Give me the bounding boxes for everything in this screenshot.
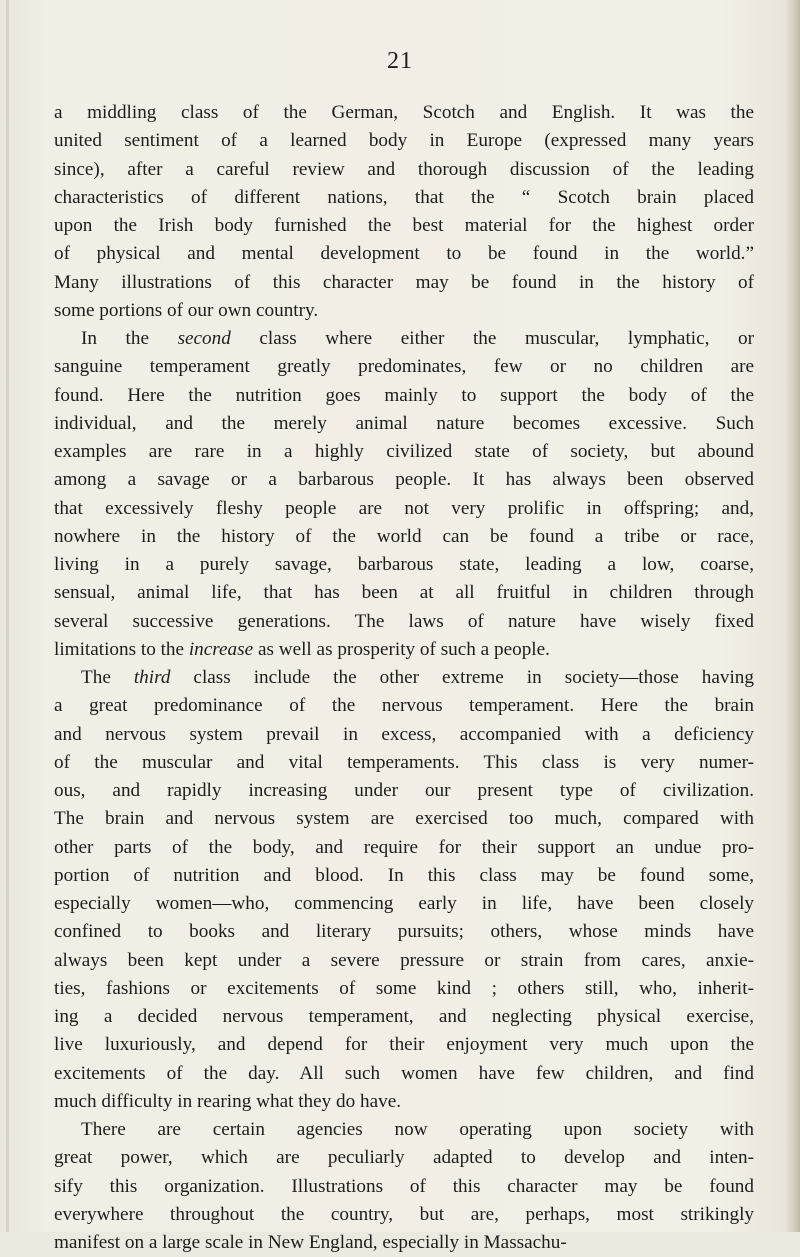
text-line: several successive generations. The laws of nature have wisely fixed <box>54 610 754 632</box>
text-line: confined to books and literary pursuits; others, whose minds have <box>54 921 754 943</box>
text-line: The brain and nervous system are exercised too much, compared with <box>54 808 754 830</box>
text-line: of physical and mental development to be found in the world.” <box>54 243 754 265</box>
text-line: manifest on a large scale in New England, especially in Massachu- <box>54 1232 567 1253</box>
text-line: live luxuriously, and depend for their enjoyment very much upon the <box>54 1034 754 1056</box>
paragraph <box>54 325 754 664</box>
text-line: a middling class of the German, Scotch and English. It was the <box>54 102 754 123</box>
text-line: sanguine temperament greatly predominates, few or no children are <box>54 356 754 378</box>
text-line: In the second class where either the muscular, lymphatic, or <box>81 328 754 349</box>
text-line: a great predominance of the nervous temperament. Here the brain <box>54 695 754 717</box>
text-line: Many illustrations of this character may be found in the history of <box>54 271 754 293</box>
text-line: portion of nutrition and blood. In this class may be found some, <box>54 864 754 886</box>
text-line: and nervous system prevail in excess, accompanied with a deficiency <box>54 723 754 745</box>
text-line: living in a purely savage, barbarous state, leading a low, coarse, <box>54 554 754 575</box>
text-line: found. Here the nutrition goes mainly to support the body of the <box>54 384 754 406</box>
text-line: The third class include the other extreme in society—those having <box>81 667 754 688</box>
emphasis: second <box>177 328 231 349</box>
text-line: other parts of the body, and require for their support an undue pro- <box>54 836 754 858</box>
text-line: upon the Irish body furnished the best material for the highest order <box>54 215 754 236</box>
text-line: excitements of the day. All such women have few children, and find <box>54 1062 754 1084</box>
text-line: especially women—who, commencing early in life, have been closely <box>54 893 754 914</box>
text-line: great power, which are peculiarly adapted to develop and inten- <box>54 1147 754 1169</box>
paragraph <box>54 99 754 325</box>
text-line: sensual, animal life, that has been at all fruitful in children through <box>54 582 754 604</box>
text-line: united sentiment of a learned body in Europe (expressed many years <box>54 130 754 152</box>
text-line: There are certain agencies now operating upon society with <box>81 1119 754 1140</box>
text-line: limitations to the increase as well as prosperity of such a people. <box>54 638 550 660</box>
text-line: sify this organization. Illustrations of this character may be found <box>54 1175 754 1197</box>
text-line: some portions of our own country. <box>54 299 319 321</box>
text-line: individual, and the merely animal nature becomes excessive. Such <box>54 412 754 434</box>
text-line: nowhere in the history of the world can be found a tribe or race, <box>54 525 754 547</box>
text-line: ous, and rapidly increasing under our present type of civilization. <box>54 780 754 801</box>
emphasis: third <box>133 667 171 688</box>
emphasis: increase <box>188 638 254 660</box>
text-line: ties, fashions or excitements of some kind ; others still, who, inherit- <box>54 977 754 999</box>
text-line: among a savage or a barbarous people. It has always been observed <box>54 469 754 491</box>
text-line: that excessively fleshy people are not very prolific in offspring; and, <box>54 497 754 519</box>
text-line: everywhere throughout the country, but are, perhaps, most strikingly <box>54 1203 754 1225</box>
text-line: of the muscular and vital temperaments. This class is very numer- <box>54 751 754 773</box>
text-line: much difficulty in rearing what they do have. <box>54 1090 402 1112</box>
page-left-shadow <box>6 0 9 1232</box>
text-line: examples are rare in a highly civilized state of society, but abound <box>54 441 754 462</box>
paragraph <box>54 1116 754 1257</box>
page-number: 21 <box>387 48 413 74</box>
text-line: always been kept under a severe pressure or strain from cares, anxie- <box>54 949 754 971</box>
body-text <box>54 99 754 1257</box>
page-right-edge <box>786 0 800 1232</box>
text-line: characteristics of different nations, that the “ Scotch brain placed <box>54 186 754 208</box>
text-line: ing a decided nervous temperament, and neglecting physical exercise, <box>54 1006 754 1027</box>
paragraph <box>54 664 754 1116</box>
text-line: since), after a careful review and thorough discussion of the leading <box>54 158 754 180</box>
